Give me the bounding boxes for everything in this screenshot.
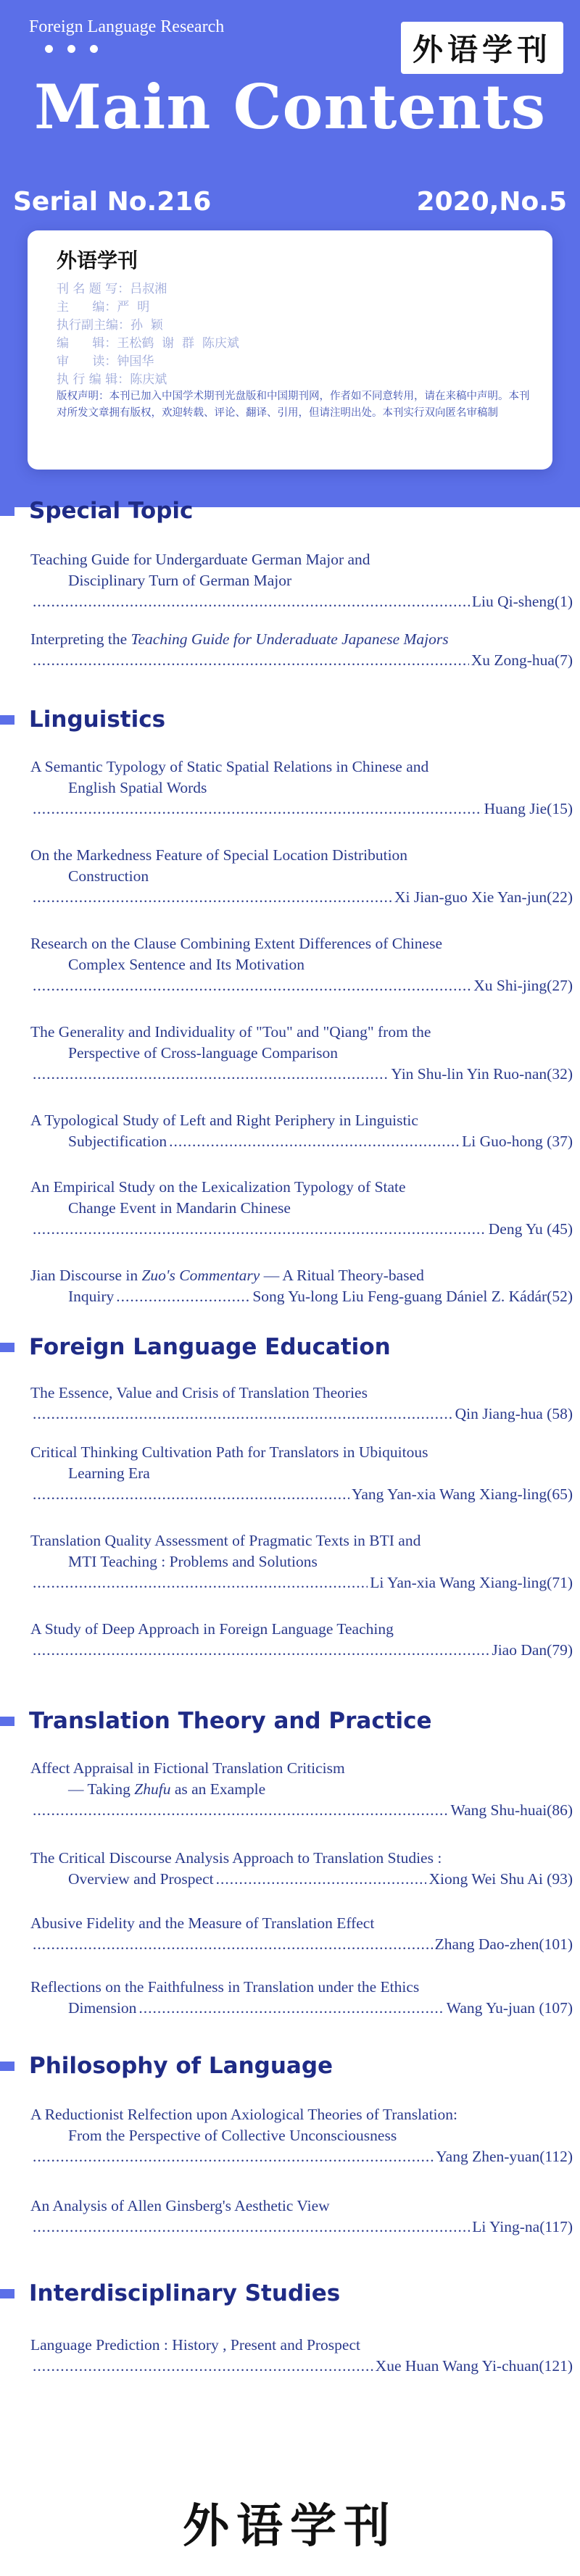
toc-entry[interactable] [30, 2196, 573, 2238]
staff-row: 审 读：钟国华 [57, 354, 154, 369]
toc-entry[interactable] [30, 1913, 573, 1955]
entry-author: Yang Zhen-yuan(112) [436, 2148, 573, 2165]
entry-title-line: An Empirical Study on the Lexicalization Typology of State [30, 1178, 406, 1196]
entry-author: Song Yu-long Liu Feng-guang Dániel Z. Kádár(52) [252, 1288, 573, 1305]
entry-title-line: Complex Sentence and Its Motivation [68, 956, 305, 973]
entry-title-line: Reflections on the Faithfulness in Translation under the Ethics [30, 1978, 420, 1996]
toc-entry[interactable] [30, 1848, 573, 1890]
entry-author: Xiong Wei Shu Ai (93) [428, 1870, 573, 1888]
decorative-dots [45, 45, 98, 53]
entry-title-line: Critical Thinking Cultivation Path for Translators in Ubiquitous [30, 1443, 428, 1461]
page-title: Main Contents [34, 71, 546, 143]
entry-author: Yang Yan-xia Wang Xiang-ling(65) [351, 1485, 573, 1503]
entry-title-line: Affect Appraisal in Fictional Translation Criticism [30, 1759, 345, 1777]
toc-entry[interactable] [30, 1758, 573, 1821]
entry-title-line: English Spatial Words [68, 779, 207, 796]
entry-author: Liu Qi-sheng(1) [471, 593, 573, 610]
toc-entry[interactable] [30, 2104, 573, 2167]
entry-title-line: Research on the Clause Combining Extent Differences of Chinese [30, 935, 443, 952]
entry-author: Jiao Dan(79) [492, 1641, 573, 1659]
toc-entry[interactable] [30, 845, 573, 908]
entry-author: Xi Jian-guo Xie Yan-jun(22) [394, 888, 573, 906]
toc-entry[interactable] [30, 1619, 573, 1661]
entry-title-line: Perspective of Cross-language Comparison [68, 1044, 338, 1062]
entry-title-line: Jian Discourse in Zuo's Commentary — A Ritual Theory-based [30, 1267, 424, 1284]
entry-author: Xu Shi-jing(27) [473, 977, 573, 994]
section-heading [0, 500, 193, 522]
toc-entry[interactable] [30, 1110, 573, 1152]
toc-entry[interactable] [30, 756, 573, 820]
journal-chinese-name: 外语学刊 [57, 249, 138, 272]
entry-title-line: Change Event in Mandarin Chinese [68, 1199, 291, 1217]
entry-title-line: A Study of Deep Approach in Foreign Language Teaching [30, 1620, 394, 1638]
staff-row: 主 编：严 明 [57, 300, 150, 314]
toc-entry[interactable] [30, 1177, 573, 1240]
entry-title-line: Learning Era [68, 1464, 150, 1482]
toc-entry[interactable] [30, 629, 573, 671]
entry-author: Xue Huan Wang Yi-chuan(121) [375, 2357, 573, 2375]
entry-author: Yin Shu-lin Yin Ruo-nan(32) [391, 1065, 573, 1083]
copyright-notice: 版权声明：本刊已加入中国学术期刊光盘版和中国期刊网，作者如不同意转用，请在来稿中声明。本刊对所发文章拥有版权，欢迎转载、评论、翻译、引用，但请注明出处。本刊实行双向匿名审稿制 [57, 391, 530, 419]
entry-title-line: An Analysis of Allen Ginsberg's Aesthetic View [30, 2197, 330, 2214]
serial-number: Serial No.216 [13, 187, 212, 217]
section-title: Philosophy of Language [29, 2053, 334, 2079]
staff-row: 刊 名 题 写：吕叔湘 [57, 282, 167, 296]
toc-entry[interactable] [30, 1022, 573, 1085]
section-title: Translation Theory and Practice [29, 1708, 432, 1734]
entry-author: Zhang Dao-zhen(101) [434, 1935, 573, 1953]
entry-title-line: From the Perspective of Collective Unconsciousness [68, 2127, 397, 2144]
toc-entry[interactable] [30, 1442, 573, 1505]
section-title: Linguistics [29, 706, 166, 733]
toc-entry[interactable] [30, 1977, 573, 2019]
section-heading [0, 1336, 391, 1358]
entry-title-line: Teaching Guide for Undergarduate German Major and [30, 551, 370, 568]
issue-number: 2020,No.5 [416, 187, 567, 217]
entry-title-line: Inquiry [68, 1288, 115, 1305]
entry-author: Li Guo-hong (37) [462, 1133, 573, 1150]
toc-entry[interactable] [30, 1383, 573, 1425]
toc-entry[interactable] [30, 1265, 573, 1307]
journal-english-name: Foreign Language Research [29, 17, 225, 36]
section-heading [0, 2055, 333, 2077]
staff-row: 执行副主编：孙 颖 [57, 318, 163, 333]
section-title: Interdisciplinary Studies [29, 2280, 341, 2306]
entry-author: Qin Jiang-hua (58) [455, 1405, 573, 1422]
journal-logo [401, 22, 563, 74]
journal-logo-text: 外语学刊 [412, 32, 552, 67]
entry-title-line: On the Markedness Feature of Special Location Distribution [30, 846, 408, 864]
entry-title-line: The Critical Discourse Analysis Approach to Translation Studies : [30, 1849, 442, 1867]
entry-title-line: Subjectification [68, 1133, 167, 1150]
entry-title-line: Language Prediction : History , Present and Prospect [30, 2336, 360, 2354]
entry-author: Huang Jie(15) [484, 800, 573, 817]
entry-title-line: Abusive Fidelity and the Measure of Translation Effect [30, 1914, 375, 1932]
staff-row: 执 行 编 辑：陈庆斌 [57, 372, 167, 387]
footer-logo: 外语学刊 [183, 2499, 397, 2554]
entry-author: Xu Zong-hua(7) [471, 651, 573, 669]
entry-title-line: — Taking Zhufu as an Example [68, 1780, 266, 1798]
entry-author: Wang Shu-huai(86) [450, 1801, 573, 1819]
staff-row: 编 辑：王松鹤 谢 群 陈庆斌 [57, 336, 239, 351]
entry-title-line: The Generality and Individuality of "Tou" and "Qiang" from the [30, 1023, 431, 1041]
entry-title-line: Interpreting the Teaching Guide for Underaduate Japanese Majors [30, 630, 449, 648]
entry-title-line: Overview and Prospect [68, 1870, 214, 1888]
entry-author: Li Ying-na(117) [472, 2218, 573, 2235]
entry-title-line: The Essence, Value and Crisis of Translation Theories [30, 1384, 368, 1401]
entry-author: Li Yan-xia Wang Xiang-ling(71) [370, 1574, 573, 1591]
entry-title-line: Disciplinary Turn of German Major [68, 572, 292, 589]
toc-entry[interactable] [30, 2335, 573, 2377]
section-heading [0, 2280, 341, 2306]
section-title: Special Topic [29, 498, 194, 524]
toc-entry[interactable] [30, 933, 573, 996]
entry-title-line: MTI Teaching : Problems and Solutions [68, 1553, 318, 1570]
entry-author: Deng Yu (45) [488, 1220, 573, 1238]
entry-title-line: Dimension [68, 1999, 137, 2017]
entry-title-line: Construction [68, 867, 149, 885]
entry-author: Wang Yu-juan (107) [446, 1999, 573, 2017]
staff-list [57, 278, 239, 387]
section-heading [0, 1710, 432, 1732]
entry-title-line: A Semantic Typology of Static Spatial Relations in Chinese and [30, 758, 429, 775]
section-title: Foreign Language Education [29, 1334, 391, 1360]
toc-entry[interactable] [30, 1530, 573, 1593]
journal-info-card [28, 230, 552, 470]
toc-entry[interactable] [30, 549, 573, 612]
entry-title-line: Translation Quality Assessment of Pragmatic Texts in BTI and [30, 1532, 421, 1549]
entry-title-line: A Typological Study of Left and Right Periphery in Linguistic [30, 1112, 418, 1129]
entry-title-line: A Reductionist Relfection upon Axiological Theories of Translation: [30, 2106, 458, 2123]
section-heading [0, 706, 166, 733]
